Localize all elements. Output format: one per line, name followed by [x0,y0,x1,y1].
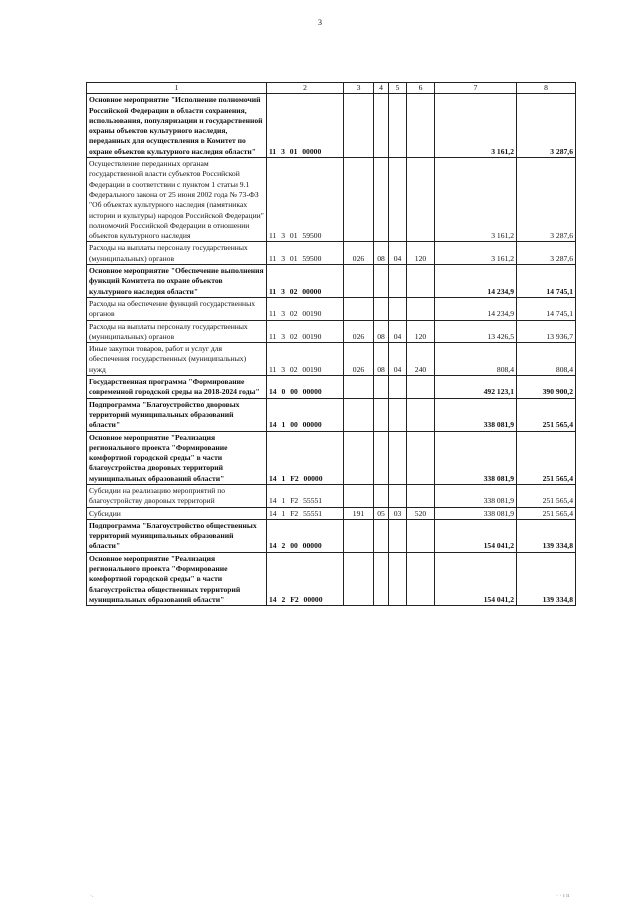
row-section-cell [374,484,389,507]
row-name-cell: Субсидии [87,507,267,519]
row-grbs-cell: 026 [344,242,374,265]
row-sum-2020-cell: 13 426,5 [435,320,517,343]
row-grbs-cell: 191 [344,507,374,519]
budget-table [86,82,576,606]
row-expense-type-cell: 520 [407,507,435,519]
row-expense-type-cell [407,398,435,431]
row-sum-2021-cell: 14 745,1 [517,297,576,320]
row-subsection-cell [389,297,407,320]
row-section-cell [374,431,389,484]
row-subsection-cell: 04 [389,343,407,376]
row-name-cell: Иные закупки товаров, работ и услуг для обеспечения государственных (муниципальных) нужд [87,343,267,376]
row-grbs-cell [344,552,374,605]
row-name-cell: Подпрограмма "Благоустройство общественных территорий муниципальных образований области" [87,519,267,552]
row-expense-type-cell [407,158,435,242]
row-sum-2020-cell: 3 161,2 [435,94,517,158]
row-section-cell: 05 [374,507,389,519]
header-cell: 5 [389,83,407,94]
row-grbs-cell [344,519,374,552]
page-number: 3 [318,18,322,27]
header-cell: 4 [374,83,389,94]
header-cell: 6 [407,83,435,94]
header-cell: 8 [517,83,576,94]
row-grbs-cell: 026 [344,343,374,376]
header-row [87,83,576,94]
header-cell: 3 [344,83,374,94]
row-name-cell: Основное мероприятие "Реализация регионального проекта "Формирование комфортной городской среды" в части благоустройства общественных территорий муниципальных образований области" [87,552,267,605]
row-sum-2020-cell: 338 081,9 [435,398,517,431]
row-sum-2021-cell: 139 334,8 [517,519,576,552]
row-grbs-cell [344,398,374,431]
row-code-cell: 14 0 00 00000 [267,376,344,399]
row-sum-2020-cell: 338 081,9 [435,431,517,484]
row-subsection-cell: 04 [389,320,407,343]
row-expense-type-cell [407,265,435,298]
row-subsection-cell [389,552,407,605]
row-code-cell: 11 3 02 00190 [267,320,344,343]
header-cell: 2 [267,83,344,94]
row-subsection-cell [389,519,407,552]
row-sum-2021-cell: 139 334,8 [517,552,576,605]
row-grbs-cell [344,265,374,298]
row-code-cell: 11 3 02 00000 [267,265,344,298]
row-subsection-cell [389,265,407,298]
table-row [87,552,576,605]
row-sum-2021-cell: 3 287,6 [517,242,576,265]
row-sum-2021-cell: 251 565,4 [517,484,576,507]
row-expense-type-cell [407,552,435,605]
row-section-cell: 08 [374,242,389,265]
row-code-cell: 14 1 00 00000 [267,398,344,431]
row-section-cell: 08 [374,343,389,376]
row-sum-2021-cell: 3 287,6 [517,94,576,158]
row-sum-2020-cell: 154 041,2 [435,552,517,605]
row-section-cell [374,398,389,431]
row-subsection-cell [389,94,407,158]
table-row [87,507,576,519]
row-name-cell: Расходы на выплаты персоналу государственных (муниципальных) органов [87,242,267,265]
row-grbs-cell [344,297,374,320]
row-sum-2020-cell: 14 234,9 [435,265,517,298]
row-subsection-cell: 04 [389,242,407,265]
scan-mark: · · ı ıı [556,893,570,899]
table-row [87,265,576,298]
row-subsection-cell [389,431,407,484]
row-subsection-cell [389,484,407,507]
row-sum-2020-cell: 3 161,2 [435,158,517,242]
table-row [87,398,576,431]
table-row [87,242,576,265]
row-subsection-cell [389,398,407,431]
table-row [87,484,576,507]
row-subsection-cell [389,158,407,242]
row-sum-2020-cell: 492 123,1 [435,376,517,399]
row-sum-2021-cell: 251 565,4 [517,398,576,431]
row-name-cell: Государственная программа "Формирование современной городской среды на 2018-2024 годы" [87,376,267,399]
row-name-cell: Осуществление переданных органам государственной власти субъектов Российской Федерации в соответствии с пунктом 1 статьи 9.1 Федерального закона от 25 июня 2002 года № 73-ФЗ "Об объектах культурного наследия (памятниках истории и культуры) народов Российской Федерации" полномочий Российской Федерации в отношении объектов культурного наследия [87,158,267,242]
row-name-cell: Основное мероприятие "Реализация регионального проекта "Формирование комфортной городской среды" в части благоустройства дворовых территорий муниципальных образований области" [87,431,267,484]
row-sum-2020-cell: 3 161,2 [435,242,517,265]
row-code-cell: 14 2 00 00000 [267,519,344,552]
table-row [87,320,576,343]
row-section-cell [374,94,389,158]
row-subsection-cell: 03 [389,507,407,519]
row-section-cell: 08 [374,320,389,343]
table-row [87,376,576,399]
row-section-cell [374,519,389,552]
row-code-cell: 11 3 01 59500 [267,158,344,242]
row-code-cell: 11 3 01 59500 [267,242,344,265]
row-expense-type-cell [407,376,435,399]
row-grbs-cell [344,431,374,484]
row-sum-2021-cell: 808,4 [517,343,576,376]
row-code-cell: 14 1 F2 55551 [267,484,344,507]
row-sum-2020-cell: 154 041,2 [435,519,517,552]
row-sum-2021-cell: 390 900,2 [517,376,576,399]
row-section-cell [374,158,389,242]
row-section-cell [374,297,389,320]
row-sum-2020-cell: 808,4 [435,343,517,376]
row-name-cell: Подпрограмма "Благоустройство дворовых территорий муниципальных образований области" [87,398,267,431]
row-code-cell: 11 3 02 00190 [267,297,344,320]
row-expense-type-cell [407,297,435,320]
row-grbs-cell [344,94,374,158]
table-row [87,94,576,158]
row-sum-2021-cell: 14 745,1 [517,265,576,298]
row-expense-type-cell: 120 [407,320,435,343]
row-sum-2021-cell: 251 565,4 [517,507,576,519]
row-expense-type-cell [407,431,435,484]
row-code-cell: 11 3 01 00000 [267,94,344,158]
table-row [87,297,576,320]
row-expense-type-cell: 120 [407,242,435,265]
row-sum-2021-cell: 13 936,7 [517,320,576,343]
table-body [87,83,576,606]
row-grbs-cell [344,376,374,399]
row-code-cell: 11 3 02 00190 [267,343,344,376]
row-expense-type-cell [407,519,435,552]
table-row [87,431,576,484]
table-row [87,158,576,242]
row-section-cell [374,376,389,399]
row-section-cell [374,552,389,605]
row-sum-2021-cell: 3 287,6 [517,158,576,242]
row-name-cell: Расходы на выплаты персоналу государственных (муниципальных) органов [87,320,267,343]
header-cell: 7 [435,83,517,94]
row-name-cell: Субсидии на реализацию мероприятий по благоустройству дворовых территорий [87,484,267,507]
scan-mark: ·. [90,893,94,899]
row-name-cell: Основное мероприятие "Исполнение полномочий Российской Федерации в области сохранения, использования, популяризации и государственной охраны объектов культурного наследия, переданных для осуществления в Комитет по охране объектов культурного наследия области" [87,94,267,158]
table-row [87,343,576,376]
row-sum-2021-cell: 251 565,4 [517,431,576,484]
row-expense-type-cell [407,94,435,158]
table-row [87,519,576,552]
row-code-cell: 14 1 F2 00000 [267,431,344,484]
row-grbs-cell [344,158,374,242]
row-code-cell: 14 2 F2 00000 [267,552,344,605]
row-grbs-cell: 026 [344,320,374,343]
header-cell: 1 [87,83,267,94]
row-sum-2020-cell: 14 234,9 [435,297,517,320]
row-code-cell: 14 1 F2 55551 [267,507,344,519]
row-subsection-cell [389,376,407,399]
row-grbs-cell [344,484,374,507]
row-name-cell: Основное мероприятие "Обеспечение выполнения функций Комитета по охране объектов культурного наследия области" [87,265,267,298]
row-sum-2020-cell: 338 081,9 [435,484,517,507]
row-section-cell [374,265,389,298]
row-sum-2020-cell: 338 081,9 [435,507,517,519]
row-name-cell: Расходы на обеспечение функций государственных органов [87,297,267,320]
row-expense-type-cell: 240 [407,343,435,376]
row-expense-type-cell [407,484,435,507]
